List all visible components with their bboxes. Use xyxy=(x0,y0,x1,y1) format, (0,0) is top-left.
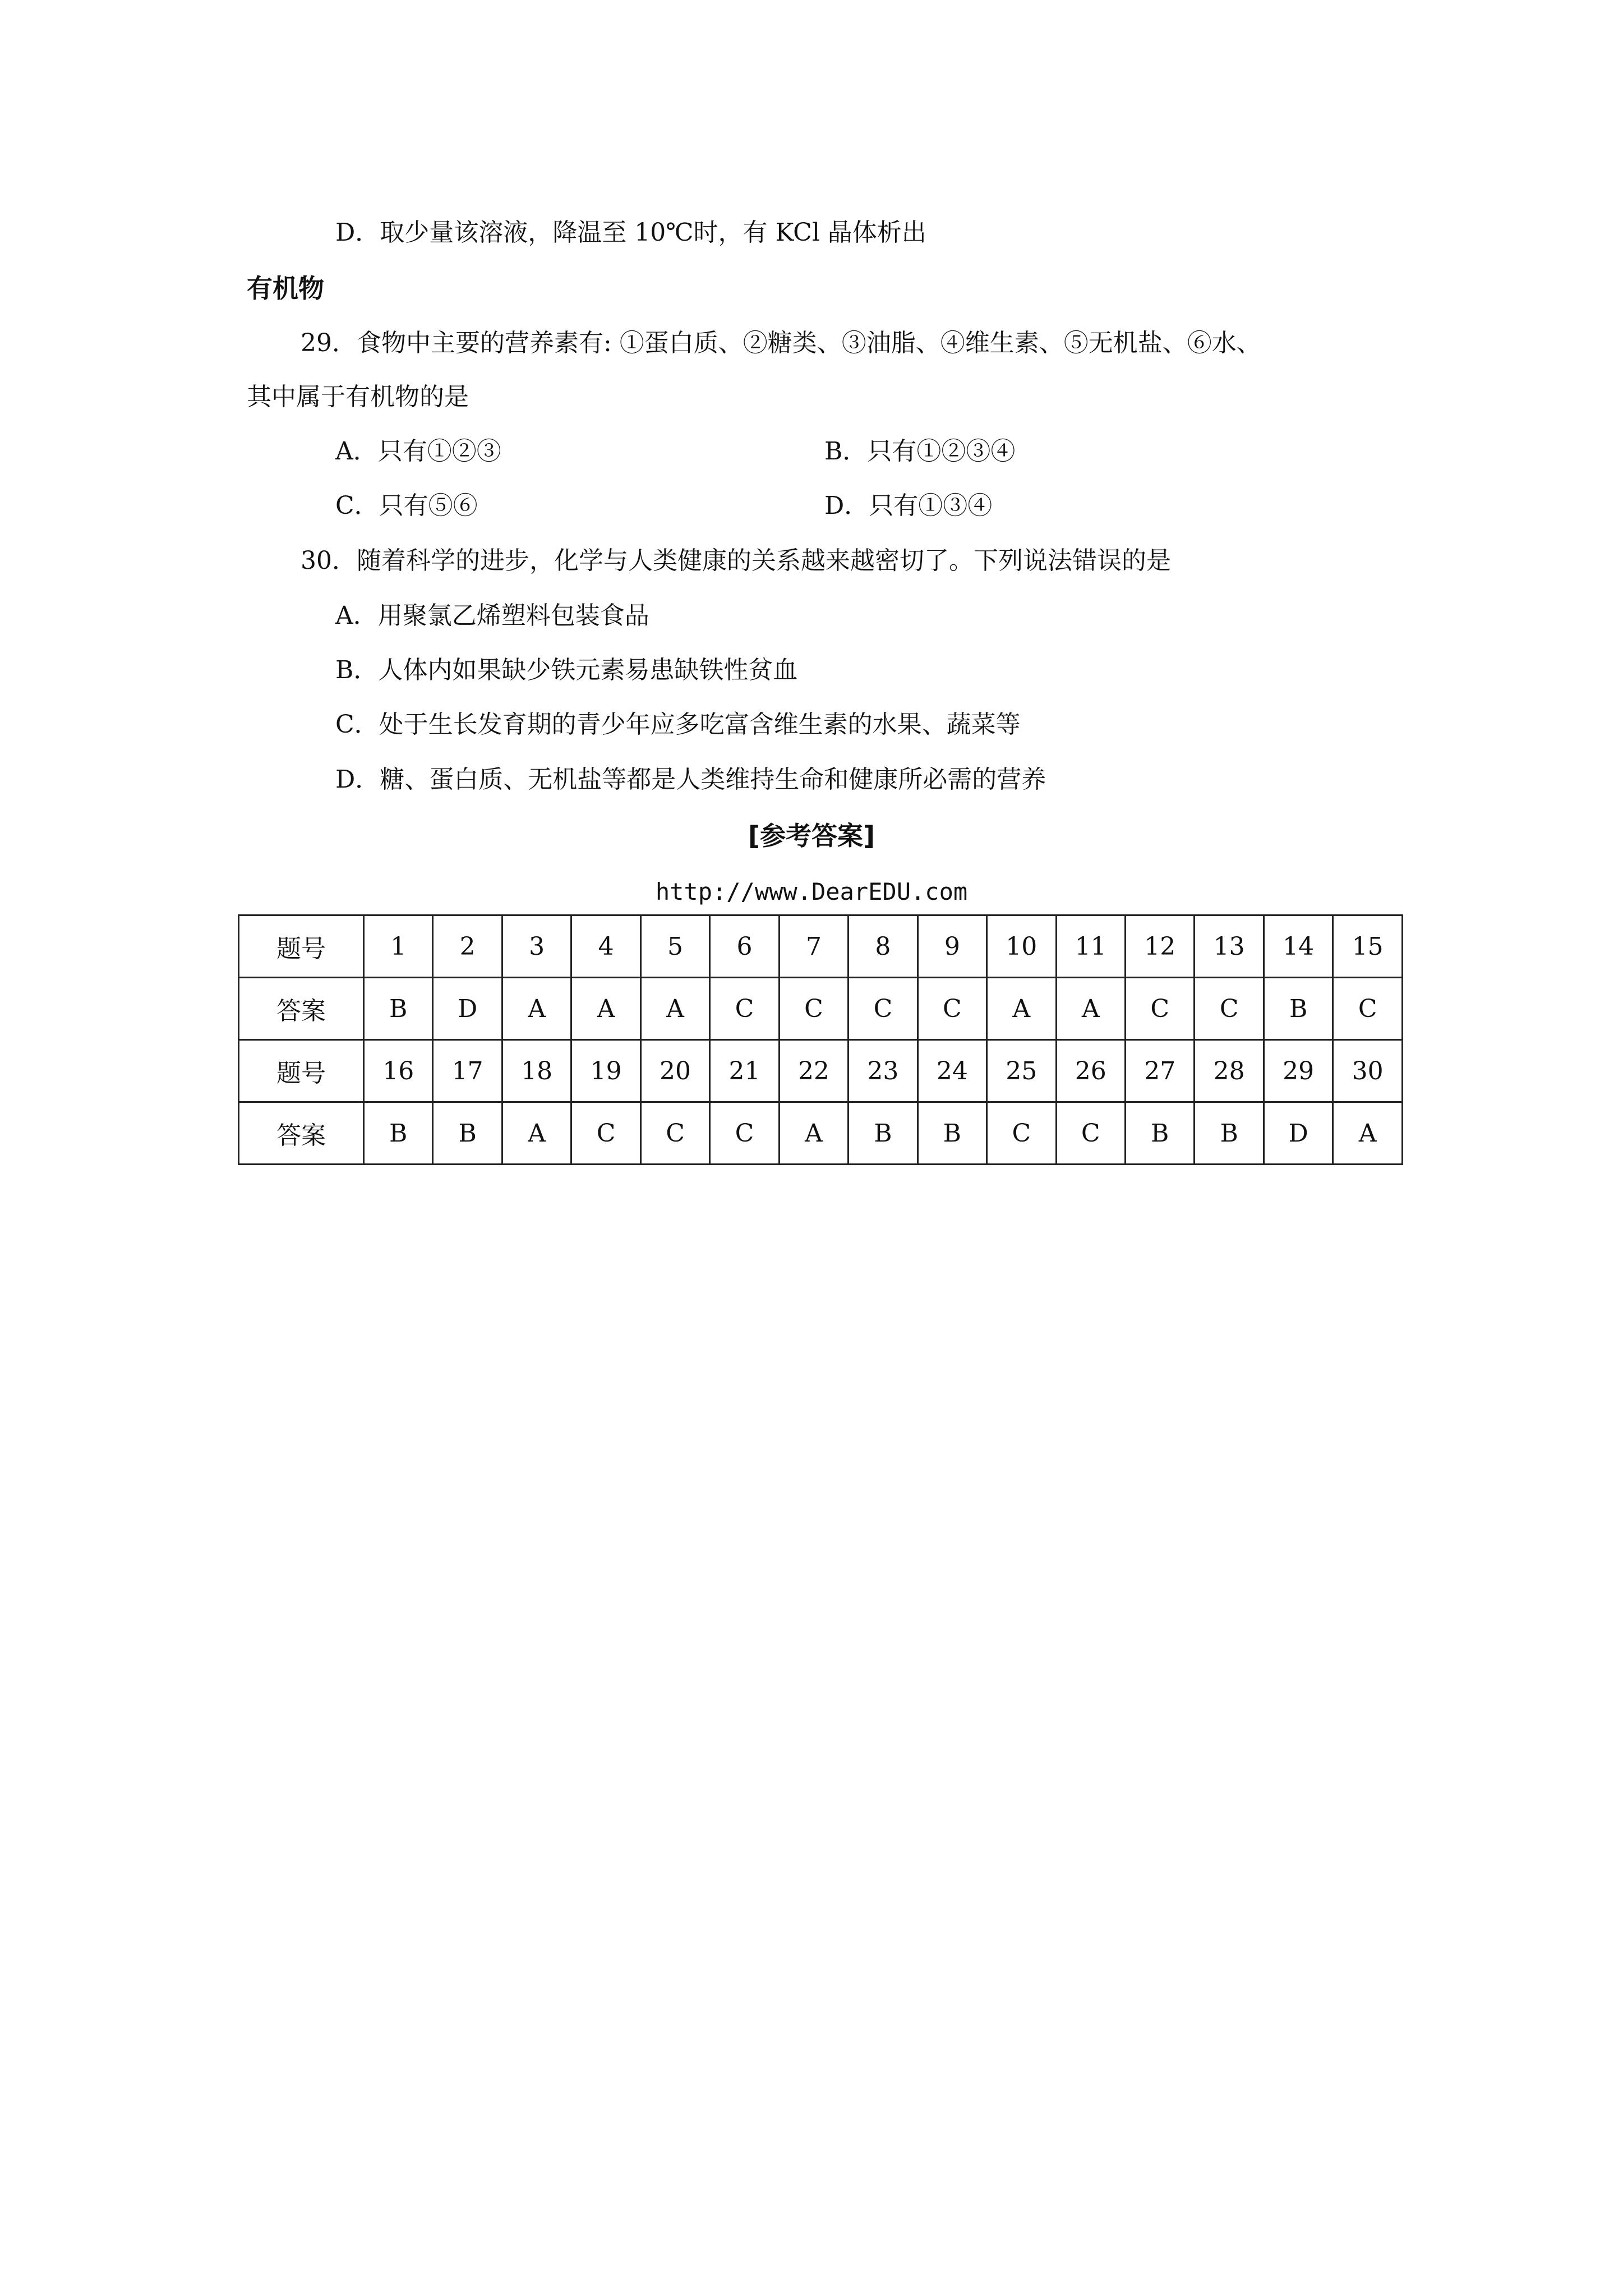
question-30-option-a: A．用聚氯乙烯塑料包装食品 xyxy=(335,601,649,630)
table-cell: 15 xyxy=(1333,915,1403,978)
table-cell: A xyxy=(640,978,709,1040)
table-cell: 11 xyxy=(1056,915,1125,978)
table-cell: 22 xyxy=(779,1040,848,1102)
table-cell: 21 xyxy=(710,1040,779,1102)
table-cell: 3 xyxy=(502,915,571,978)
table-cell: B xyxy=(364,1102,433,1165)
question-29-option-d: D．只有①③④ xyxy=(824,491,993,520)
table-cell: C xyxy=(1333,978,1403,1040)
table-row xyxy=(239,1040,1403,1102)
table-cell: 9 xyxy=(917,915,986,978)
question-30-option-b: B．人体内如果缺少铁元素易患缺铁性贫血 xyxy=(335,656,798,684)
question-29-option-c: C．只有⑤⑥ xyxy=(335,491,478,520)
table-cell: C xyxy=(1125,978,1194,1040)
row-label: 答案 xyxy=(239,978,364,1040)
table-cell: C xyxy=(571,1102,640,1165)
row-label: 题号 xyxy=(239,1040,364,1102)
table-cell: A xyxy=(502,978,571,1040)
table-cell: C xyxy=(710,1102,779,1165)
table-cell: 8 xyxy=(849,915,917,978)
table-cell: 24 xyxy=(917,1040,986,1102)
table-cell: C xyxy=(710,978,779,1040)
table-row xyxy=(239,978,1403,1040)
table-cell: B xyxy=(364,978,433,1040)
question-29-stem-line-2: 其中属于有机物的是 xyxy=(247,383,469,411)
table-cell: A xyxy=(1056,978,1125,1040)
question-29-stem-line-1: 29．食物中主要的营养素有: ①蛋白质、②糖类、③油脂、④维生素、⑤无机盐、⑥水、 xyxy=(301,329,1261,357)
question-30-option-d: D．糖、蛋白质、无机盐等都是人类维持生命和健康所必需的营养 xyxy=(335,765,1046,794)
table-cell: 19 xyxy=(571,1040,640,1102)
table-cell: 18 xyxy=(502,1040,571,1102)
table-cell: A xyxy=(779,1102,848,1165)
table-cell: 4 xyxy=(571,915,640,978)
row-label: 答案 xyxy=(239,1102,364,1165)
question-30-option-c: C．处于生长发育期的青少年应多吃富含维生素的水果、蔬菜等 xyxy=(335,710,1021,739)
table-cell: 28 xyxy=(1195,1040,1264,1102)
table-cell: A xyxy=(571,978,640,1040)
table-cell: 26 xyxy=(1056,1040,1125,1102)
table-cell: C xyxy=(917,978,986,1040)
table-cell: D xyxy=(1264,1102,1332,1165)
table-cell: 27 xyxy=(1125,1040,1194,1102)
question-30-stem: 30．随着科学的进步，化学与人类健康的关系越来越密切了。下列说法错误的是 xyxy=(301,546,1171,575)
table-cell: B xyxy=(849,1102,917,1165)
table-cell: 20 xyxy=(640,1040,709,1102)
table-row xyxy=(239,915,1403,978)
table-cell: 2 xyxy=(433,915,502,978)
answer-key-url: http://www.DearEDU.com xyxy=(655,878,968,905)
answer-key-title: [参考答案] xyxy=(748,821,875,851)
row-label: 题号 xyxy=(239,915,364,978)
table-row xyxy=(239,1102,1403,1165)
table-cell: 5 xyxy=(640,915,709,978)
table-cell: C xyxy=(1195,978,1264,1040)
section-title: 有机物 xyxy=(247,273,324,303)
table-cell: C xyxy=(1056,1102,1125,1165)
table-cell: C xyxy=(640,1102,709,1165)
question-28-option-d: D．取少量该溶液，降温至 10℃时，有 KCl 晶体析出 xyxy=(335,218,926,247)
answer-table xyxy=(238,914,1403,1165)
table-cell: B xyxy=(917,1102,986,1165)
table-cell: B xyxy=(433,1102,502,1165)
table-cell: A xyxy=(1333,1102,1403,1165)
table-cell: B xyxy=(1264,978,1332,1040)
table-cell: A xyxy=(502,1102,571,1165)
table-cell: 16 xyxy=(364,1040,433,1102)
table-cell: 14 xyxy=(1264,915,1332,978)
table-cell: A xyxy=(987,978,1056,1040)
table-cell: 29 xyxy=(1264,1040,1332,1102)
table-cell: C xyxy=(849,978,917,1040)
table-cell: 7 xyxy=(779,915,848,978)
table-cell: 12 xyxy=(1125,915,1194,978)
table-cell: C xyxy=(779,978,848,1040)
table-cell: 17 xyxy=(433,1040,502,1102)
table-cell: B xyxy=(1195,1102,1264,1165)
table-cell: 25 xyxy=(987,1040,1056,1102)
table-cell: B xyxy=(1125,1102,1194,1165)
table-cell: D xyxy=(433,978,502,1040)
table-cell: 6 xyxy=(710,915,779,978)
table-cell: 30 xyxy=(1333,1040,1403,1102)
table-cell: 23 xyxy=(849,1040,917,1102)
question-29-option-a: A．只有①②③ xyxy=(335,437,501,466)
table-cell: 13 xyxy=(1195,915,1264,978)
table-cell: 1 xyxy=(364,915,433,978)
table-cell: 10 xyxy=(987,915,1056,978)
table-cell: C xyxy=(987,1102,1056,1165)
question-29-option-b: B．只有①②③④ xyxy=(824,437,1016,466)
